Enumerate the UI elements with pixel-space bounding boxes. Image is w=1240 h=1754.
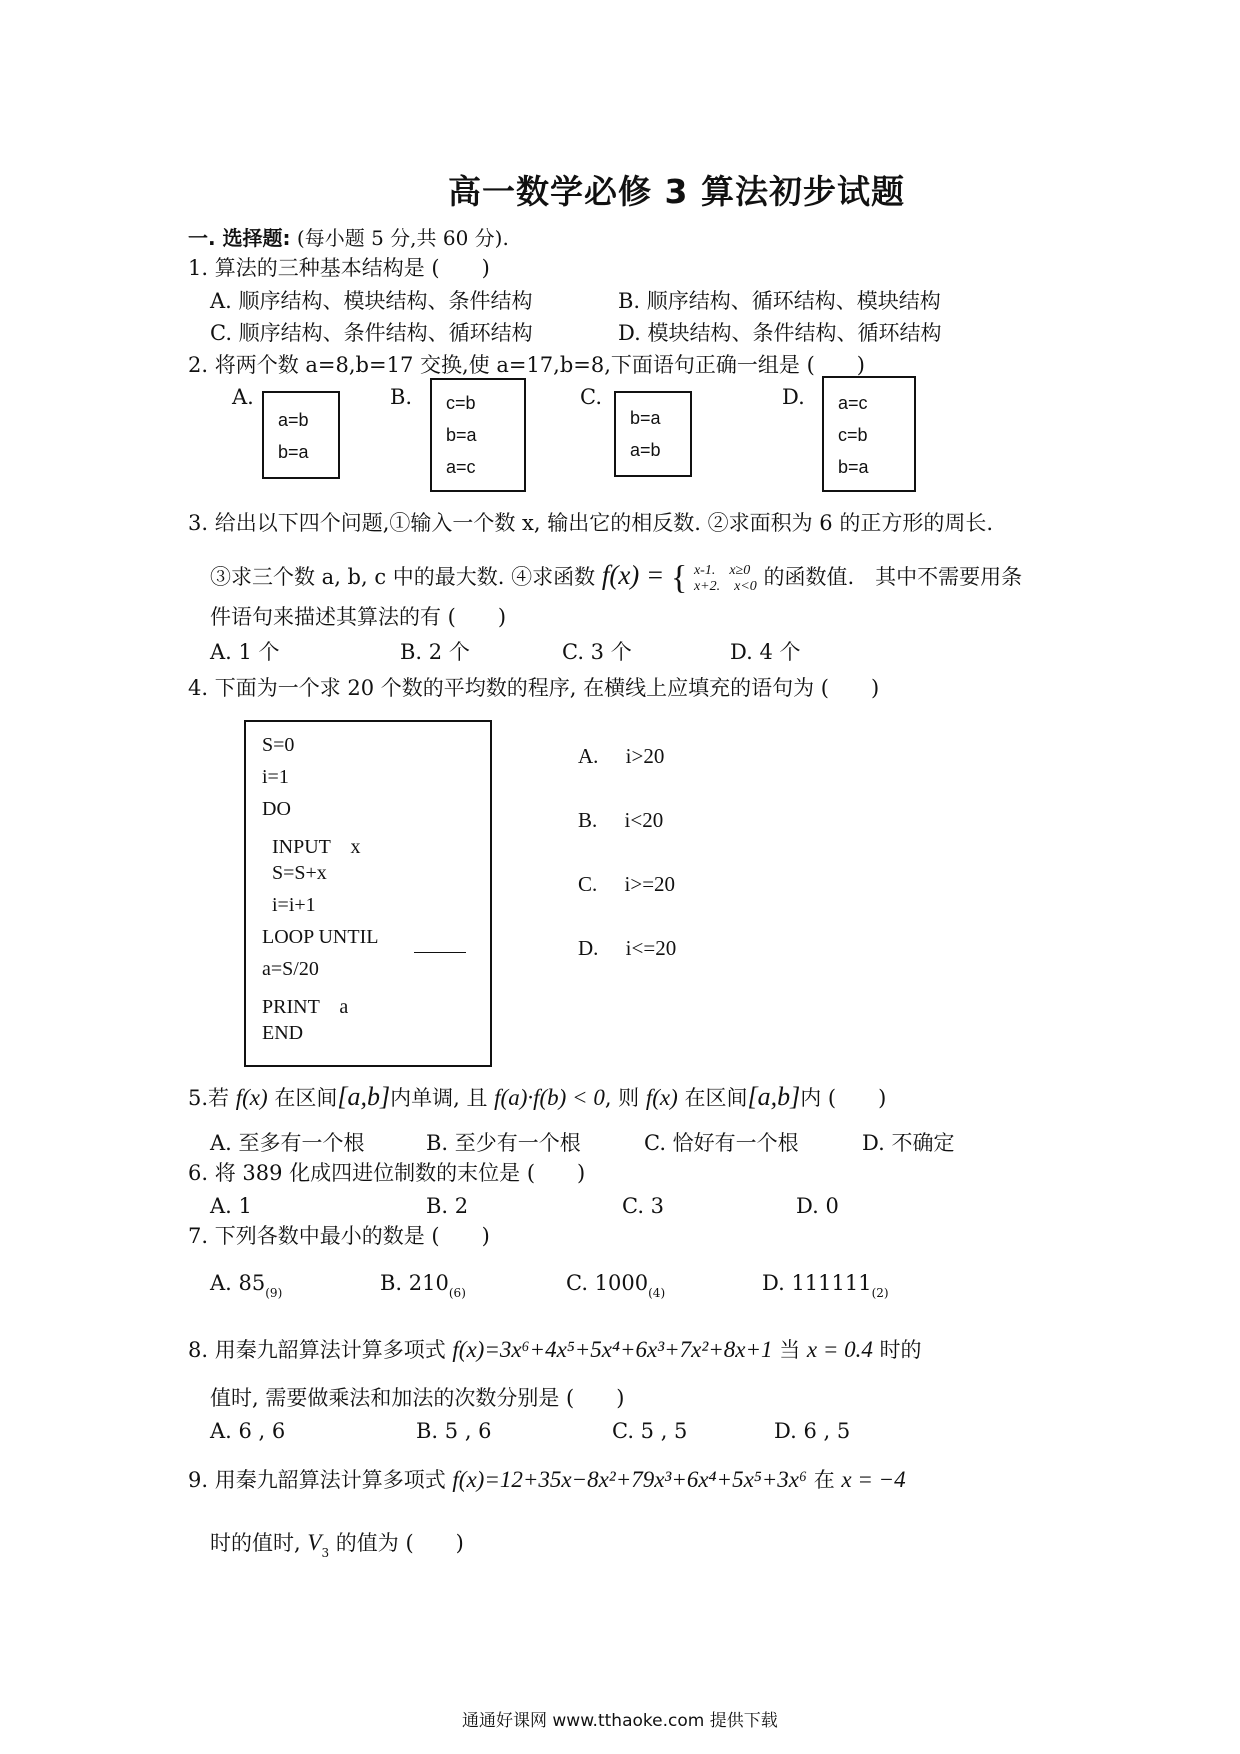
option-text: D. 111111 (762, 1271, 872, 1295)
q9-line2-pre: 时的值时, (210, 1531, 301, 1555)
q3-option-d: D. 4 个 (730, 640, 801, 664)
q8-x-value: x = 0.4 (806, 1337, 873, 1362)
q2-option-b-letter: B. (390, 385, 413, 409)
q6-option-b: B. 2 (426, 1194, 469, 1218)
code-line: b=a (446, 425, 477, 445)
q5-text: , 则 (604, 1086, 640, 1110)
q8-option-b: B. 5 , 6 (416, 1419, 492, 1443)
q9-polynomial: f(x)=12+35x−8x²+79x³+6x⁴+5x⁵+3x⁶ (452, 1467, 807, 1492)
q3-line3: 件语句来描述其算法的有 ( ) (210, 605, 507, 629)
q5-interval: [a,b] (337, 1082, 391, 1111)
q5-condition: f(a)·f(b) < 0 (494, 1085, 605, 1110)
q4-option-b (578, 808, 663, 833)
program-line: LOOP UNTIL (262, 926, 379, 948)
q2-option-d-letter: D. (782, 385, 805, 409)
option-text: A. 85 (210, 1271, 266, 1295)
q3-option-b: B. 2 个 (400, 640, 470, 664)
option-text: i<=20 (625, 936, 677, 960)
q1-stem: 1. 算法的三种基本结构是 ( ) (188, 256, 490, 280)
option-text: i<20 (624, 808, 664, 832)
q5-option-c: C. 恰好有一个根 (644, 1131, 799, 1155)
program-line: i=i+1 (272, 894, 316, 916)
q3-option-a: A. 1 个 (210, 640, 280, 664)
q6-option-d: D. 0 (796, 1194, 839, 1218)
code-line: c=b (838, 425, 868, 445)
q5-option-b: B. 至少有一个根 (426, 1131, 581, 1155)
q4-option-a (578, 744, 664, 769)
section-note: (每小题 5 分,共 60 分). (296, 226, 509, 250)
q2-option-d-box (822, 376, 916, 492)
section-header (188, 222, 509, 251)
q9-line2 (210, 1526, 464, 1563)
q8-stem (188, 1333, 922, 1367)
q6-stem: 6. 将 389 化成四进位制数的末位是 ( ) (188, 1161, 586, 1185)
q7-option-c (566, 1270, 665, 1299)
q1-option-c: C. 顺序结构、条件结构、循环结构 (210, 321, 533, 345)
option-text: B. 210 (380, 1271, 449, 1295)
code-line: b=a (630, 408, 661, 428)
q3-line2-pre: ③求三个数 a, b, c 中的最大数. ④求函数 (210, 565, 596, 589)
q4-stem: 4. 下面为一个求 20 个数的平均数的程序, 在横线上应填充的语句为 ( ) (188, 676, 880, 700)
program-line: S=0 (262, 734, 295, 756)
q3-line2 (210, 555, 1022, 599)
q2-stem: 2. 将两个数 a=8,b=17 交换,使 a=17,b=8,下面语句正确一组是 ( ) (188, 353, 865, 377)
q8-option-d: D. 6 , 5 (774, 1419, 851, 1443)
q8-post: 时的 (879, 1338, 922, 1362)
fill-in-blank (414, 952, 466, 953)
page-footer: 通通好课网 www.tthaoke.com 提供下载 (462, 1711, 778, 1731)
q5-stem (188, 1080, 886, 1115)
option-letter: D. (578, 936, 599, 960)
q8-line2: 值时, 需要做乘法和加法的次数分别是 ( ) (210, 1386, 625, 1410)
q1-option-b: B. 顺序结构、循环结构、模块结构 (618, 289, 941, 313)
q9-v: V (307, 1530, 322, 1555)
code-line: c=b (446, 393, 476, 413)
q4-option-d (578, 936, 676, 961)
q5-number: 5. (188, 1086, 209, 1110)
q5-option-a: A. 至多有一个根 (210, 1131, 365, 1155)
q3-function: f(x) = (601, 560, 665, 590)
q5-fx: f(x) (235, 1085, 268, 1110)
option-letter: A. (578, 744, 599, 768)
code-line: a=c (446, 457, 476, 477)
q4-program-box (244, 720, 492, 1067)
q3-case1: x-1. x≥0 (693, 562, 751, 578)
q8-polynomial: f(x)=3x⁶+4x⁵+5x⁴+6x³+7x²+8x+1 (452, 1337, 773, 1362)
code-line: b=a (278, 442, 309, 462)
q5-text: 内 ( ) (800, 1086, 887, 1110)
q9-pre: 9. 用秦九韶算法计算多项式 (188, 1468, 446, 1492)
option-letter: C. (578, 872, 598, 896)
q9-v-subscript: 3 (321, 1546, 330, 1560)
option-base: (6) (448, 1286, 466, 1300)
q3-piecewise (694, 563, 757, 595)
option-text: i>20 (625, 744, 665, 768)
q9-x-value: x = −4 (841, 1467, 906, 1492)
program-line: S=S+x (272, 862, 327, 884)
q8-mid: 当 (779, 1338, 801, 1362)
q3-case2: x+2. x<0 (693, 578, 757, 594)
q5-text: 在区间 (684, 1086, 748, 1110)
q5-text: 若 (208, 1086, 230, 1110)
code-line: a=c (838, 393, 868, 413)
q1-option-d: D. 模块结构、条件结构、循环结构 (618, 321, 942, 345)
q8-option-a: A. 6 , 6 (210, 1419, 286, 1443)
q6-option-c: C. 3 (622, 1194, 665, 1218)
q7-option-b (380, 1270, 466, 1299)
q6-option-a: A. 1 (210, 1194, 252, 1218)
q9-line2-post: 的值为 ( ) (335, 1531, 464, 1555)
q2-option-a-box (262, 391, 340, 479)
q2-option-c-letter: C. (580, 385, 602, 409)
q7-stem: 7. 下列各数中最小的数是 ( ) (188, 1224, 490, 1248)
q7-option-a (210, 1270, 282, 1299)
code-line: a=b (630, 440, 661, 460)
option-base: (2) (871, 1286, 889, 1300)
program-line: PRINT a (262, 996, 349, 1018)
program-line: END (262, 1022, 304, 1044)
option-base: (9) (265, 1286, 283, 1300)
q2-option-a-letter: A. (232, 385, 254, 409)
q9-stem (188, 1463, 906, 1497)
option-text: C. 1000 (566, 1271, 649, 1295)
q8-pre: 8. 用秦九韶算法计算多项式 (188, 1338, 446, 1362)
option-text: i>=20 (624, 872, 676, 896)
code-line: a=b (278, 410, 309, 430)
q5-text: 在区间 (274, 1086, 338, 1110)
option-letter: B. (578, 808, 598, 832)
q4-option-c (578, 872, 675, 897)
q2-option-b-box (430, 378, 526, 492)
q3-line1: 3. 给出以下四个问题,①输入一个数 x, 输出它的相反数. ②求面积为 6 的正方形的周长. (188, 511, 993, 535)
q5-option-d: D. 不确定 (862, 1131, 955, 1155)
q1-option-a: A. 顺序结构、模块结构、条件结构 (210, 289, 533, 313)
program-line: DO (262, 798, 291, 820)
q7-option-d (762, 1270, 889, 1299)
code-line: b=a (838, 457, 869, 477)
q5-fx: f(x) (645, 1085, 678, 1110)
page-title: 高一数学必修 3 算法初步试题 (448, 172, 905, 211)
q2-option-c-box (614, 391, 692, 477)
q3-line2-post: 的函数值. 其中不需要用条 (763, 565, 1023, 589)
section-label: 一. 选择题: (188, 226, 291, 250)
brace-icon: { (670, 559, 688, 597)
program-line: a=S/20 (262, 958, 319, 980)
q5-text: 内单调, 且 (390, 1086, 488, 1110)
option-base: (4) (648, 1286, 666, 1300)
q8-option-c: C. 5 , 5 (612, 1419, 688, 1443)
program-line: INPUT x (272, 836, 361, 858)
program-line: i=1 (262, 766, 289, 788)
q3-option-c: C. 3 个 (562, 640, 632, 664)
q5-interval: [a,b] (747, 1082, 801, 1111)
q9-mid: 在 (813, 1468, 835, 1492)
